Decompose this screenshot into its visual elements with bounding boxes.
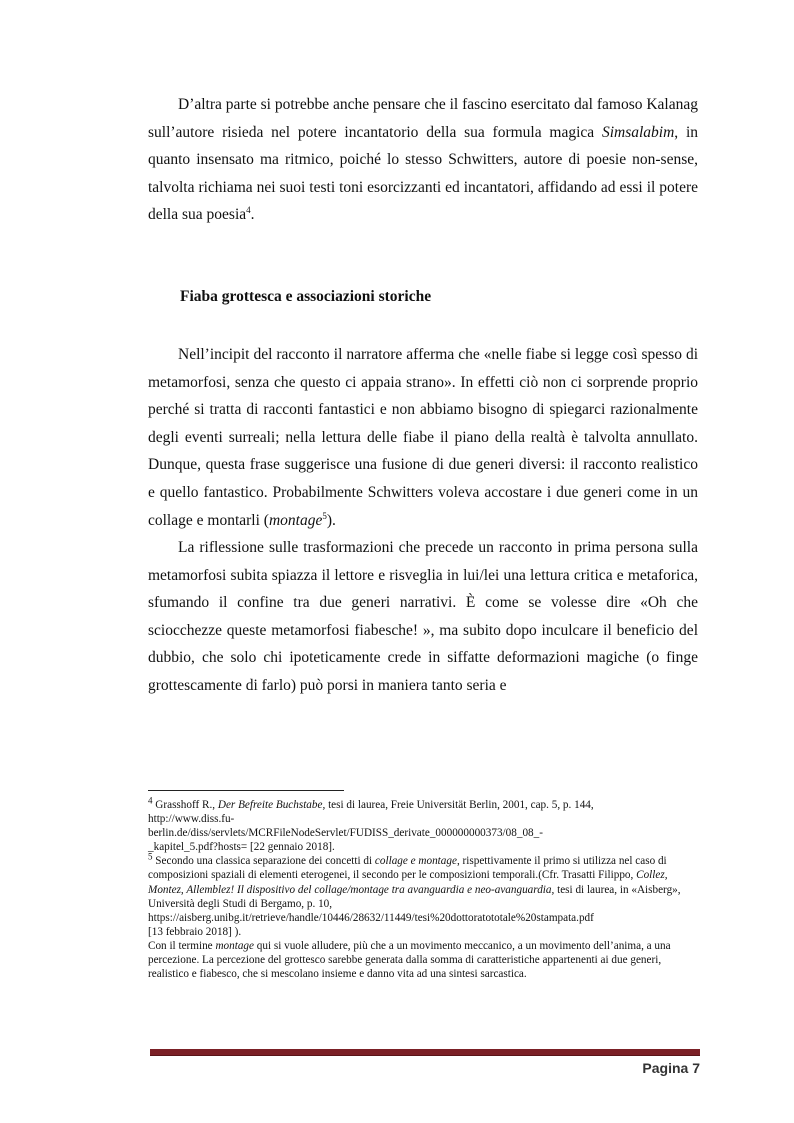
footnote-text: tesi di laurea, Freie Universität Berlin, 2001, cap. 5, p. 144,: [325, 799, 594, 811]
footnote-5: [148, 851, 693, 981]
footnote-number: 5: [148, 851, 153, 862]
footnote-separator: [148, 790, 344, 791]
footnote-link[interactable]: http://www.diss.fu-: [148, 813, 235, 826]
paragraph-text: , in quanto insensato ma ritmico, poiché lo stesso Schwitters, autore di poesie non-sense, talvolta richiama nei suoi testi toni esorcizzanti ed incantatori, affidando ad essi il potere della sua poesia: [148, 123, 698, 224]
formula-emphasis: Simsalabim: [601, 123, 675, 141]
paragraph-text: .: [250, 206, 255, 224]
footnote-text: , rispettivamente il primo si utilizza nel caso di composizioni spaziali di elementi eterogenei, il secondo per le composizioni temporali.(Cfr. Trasatti Filippo,: [148, 855, 667, 882]
footnotes: [148, 795, 693, 981]
page-number: Pagina 7: [642, 1060, 700, 1076]
section-heading: Fiaba grottesca e associazioni storiche: [180, 288, 432, 305]
footnote-4: [148, 795, 693, 854]
book-title: Der Befreite Buchstabe,: [217, 799, 326, 811]
paragraph-text: ).: [326, 511, 336, 529]
paragraph-kalanag: [148, 91, 698, 229]
footnote-ref-4[interactable]: 4: [246, 205, 251, 216]
footnote-emphasis: montage: [215, 939, 254, 952]
footnote-text: Con il termine: [148, 939, 216, 952]
footnote-number: 4: [148, 795, 153, 806]
footnote-link[interactable]: _kapitel_5.pdf?hosts= [22 gennaio 2018].: [148, 841, 335, 854]
paragraph-riflessione: [148, 534, 698, 700]
paragraph-text: Nell’incipit del racconto il narratore afferma che «nelle fiabe si legge così spesso di metamorfosi, senza che questo ci appaia strano». In effetti ciò non ci sorprende proprio perché si tratta di racconti fantastici e non abbiamo bisogno di spiegarci razionalmente degli eventi surreali; nella lettura delle fiabe il piano della realtà è talvolta annullato. Dunque, questa frase suggerisce una fusione di due generi diversi: il racconto realistico e quello fantastico. Probabilmente Schwitters voleva accostare i due generi come in un collage e montarli (: [148, 346, 698, 529]
footnote-link[interactable]: berlin.de/diss/servlets/MCRFileNodeServlet/FUDISS_derivate_000000000373/08_08_-: [148, 827, 543, 840]
footnote-link[interactable]: https://aisberg.unibg.it/retrieve/handle/10446/28632/11449/tesi%20dottoratototale%20stampata.pdf: [148, 911, 594, 924]
montage-emphasis: montage: [268, 511, 323, 529]
paragraph-text: La riflessione sulle trasformazioni che precede un racconto in prima persona sulla metamorfosi subita spiazza il lettore e risveglia in lui/lei una lettura critica e metaforica, sfumando il confine tra due generi narrativi. È come se volesse dire «Oh che sciocchezze queste metamorfosi fiabesche! », ma subito dopo inculcare il beneficio del dubbio, che solo chi ipoteticamente crede in siffatte deformazioni magiche (o finge grottescamente di farlo) può porsi in maniera tanto seria e: [148, 539, 698, 694]
footer-bar: [150, 1049, 700, 1056]
footnote-text: Secondo una classica separazione dei concetti di: [152, 855, 375, 868]
footnote-emphasis: collage e montage: [374, 855, 457, 868]
footnote-text: qui si vuole alludere, più che a un movimento meccanico, a un movimento dell’anima, a una percezione. La percezione del grottesco sarebbe generata dalla somma di caratteristiche appartenenti ai due generi, realistico e fiabesco, che si mescolano insieme e danno vita ad una sintesi sarcastica.: [148, 939, 671, 981]
footnote-text: [13 febbraio 2018] ).: [148, 925, 242, 938]
footnote-ref-5[interactable]: 5: [322, 510, 327, 521]
thesis-title: Collez, Montez, Allemblez! Il dispositivo del collage/montage tra avanguardia e neo-avanguardia,: [148, 869, 668, 896]
footnote-text: tesi di laurea, in «Aisberg», Università degli Studi di Bergamo, p. 10,: [148, 883, 681, 910]
footnote-text: Grasshoff R.,: [152, 799, 218, 811]
paragraph-text: D’altra parte si potrebbe anche pensare che il fascino esercitato dal famoso Kalanag sull’autore risieda nel potere incantatorio della sua formula magica: [148, 96, 698, 141]
paragraph-incipit: [148, 341, 698, 534]
